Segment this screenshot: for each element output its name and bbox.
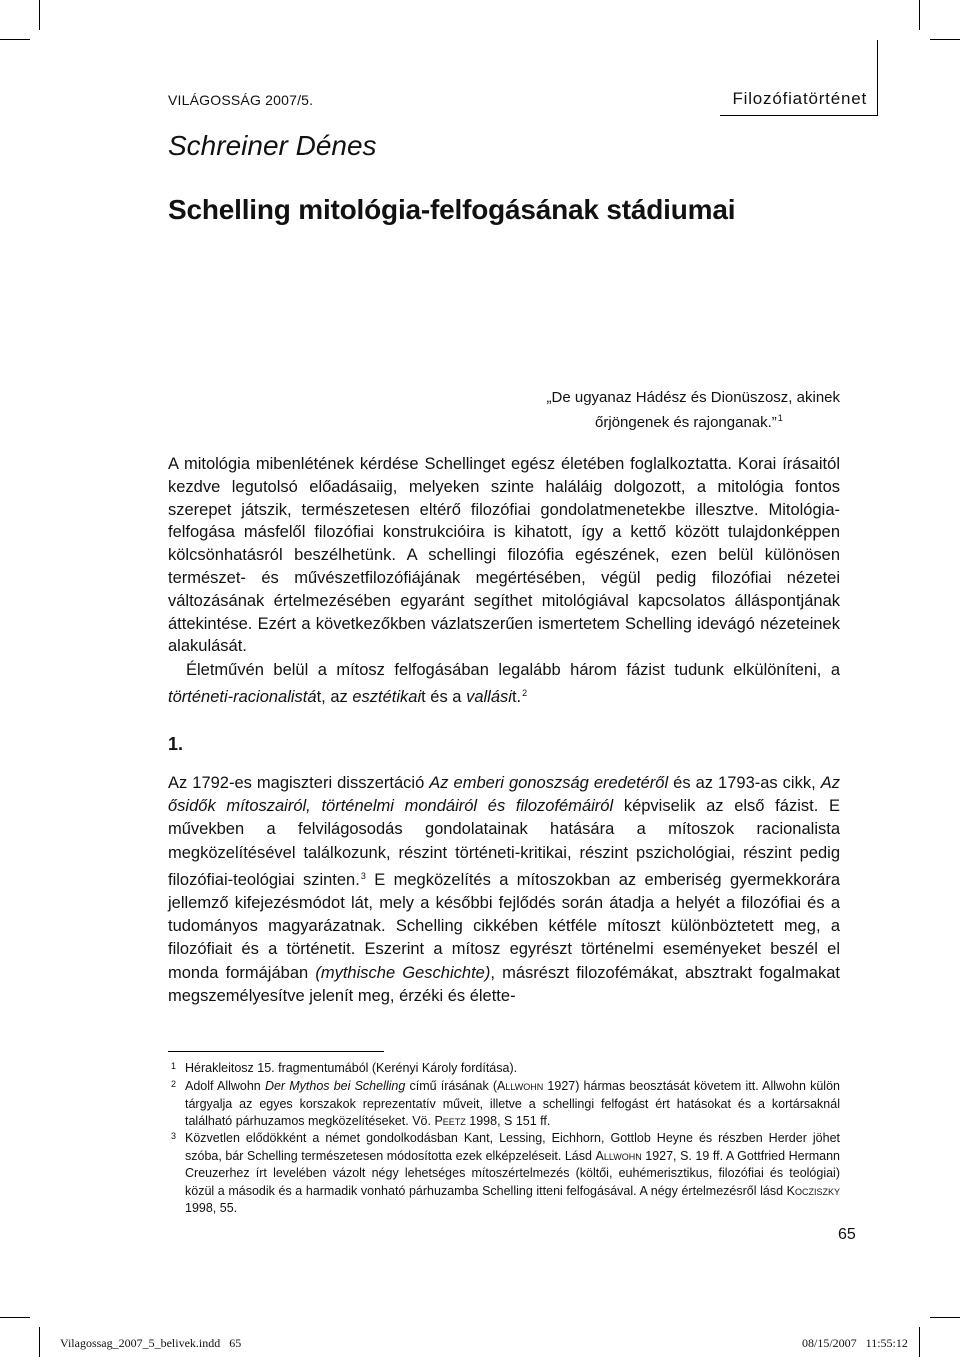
footnote-1-text: Hérakleitosz 15. fragmentumából (Kerényi Károly fordítása). [185, 1061, 518, 1075]
motto [440, 387, 840, 433]
s1-text-e: , másrészt filozofémákat, absztrakt fogalmakat megszemélyesítve jelenít meg, érzéki és élette- [168, 963, 840, 1005]
article-author: Schreiner Dénes [168, 130, 377, 161]
header-rule [720, 115, 877, 116]
footnote-2 [171, 1078, 840, 1131]
intro-p2-text-c: t és a [421, 687, 467, 706]
footnote-2-number: 2 [171, 1079, 177, 1089]
s1-italic-3: (mythische Geschichte) [315, 963, 491, 982]
fn2-text-a: Adolf Allwohn [185, 1079, 265, 1093]
slug-timestamp: 08/15/2007 11:55:12 [802, 1336, 908, 1350]
fn3-text-b: 1927, S. 19 ff. A Gottfried Hermann Creuzerhez írt levelében vázolt négy lehetséges mítoszértelmezés (költői, euhémerisztikus, filozófiai és teológiai) közül a második és a harmadik vonható párhuzamba Schelling itteni felfogásával. A négy értelmezésről lásd [185, 1148, 840, 1198]
s1-text-d: E megközelítés a mítoszokban az emberiség gyermekkorára jellemző kifejezésmódot lát, mely a későbbi fejlődés során átadja a helyét a filozófiai és a tudományos magyarázatnak. Schelling cikkében kétféle mítoszt különböztetett meg, a filozófiait és a történetit. Eszerint a mítosz egyrészt történelmi eseményeket beszél el monda formájában [168, 870, 840, 982]
crop-mark-top-left-horizontal [0, 39, 30, 40]
fn3-text-c: 1998, 55. [185, 1201, 238, 1215]
s1-text-b: és az 1793-as cikk, [668, 774, 821, 792]
intro-p2-text-a: Életművén belül a mítosz felfogásában legalább három fázist tudunk elkülöníteni, a [186, 661, 840, 679]
footnote-rule [168, 1051, 384, 1052]
article-title: Schelling mitológia-felfogásának stádiumai [168, 194, 736, 225]
s1-footnote-ref: 3 [360, 870, 366, 881]
intro-p2-italic-3: vallási [466, 687, 512, 706]
intro-p2-text-b: t, az [316, 687, 353, 706]
motto-line-2-text: őrjöngenek és rajonganak.” [595, 414, 777, 431]
intro-p2-italic-1: történeti-racionalistá [168, 687, 317, 706]
fn2-smallcaps-2: Peetz [434, 1114, 466, 1128]
s1-text-a: Az 1792-es magiszteri disszertáció [168, 774, 430, 792]
fn3-smallcaps-2: Kocziszky [786, 1183, 840, 1198]
intro-paragraph-2 [168, 659, 840, 709]
fn2-italic: Der Mythos bei Schelling [264, 1079, 406, 1093]
motto-footnote-ref: 1 [777, 413, 783, 423]
header-vertical-rule [877, 40, 878, 116]
fn2-text-c: 1927) hármas beosztását követem itt. Allwohn külön tárgyalja az egyes korszakok reprezentatív műveit, illetve a schellingi felfogást ért hatásokat és a kortársaknál található párhuzamos megközelítéseket. Vö. [185, 1079, 840, 1128]
crop-mark-top-left-vertical [39, 0, 40, 30]
fn3-text-a: Közvetlen elődökként a német gondolkodásban Kant, Lessing, Eichhorn, Gottlob Heyne és részben Herder jöhet szóba, bár Schelling természetesen módosította ezek elképzeléseit. Lásd [185, 1131, 840, 1163]
page-number: 65 [838, 1226, 856, 1243]
fn3-smallcaps-1: Allwohn [595, 1148, 642, 1163]
footnote-3 [171, 1130, 840, 1218]
crop-mark-bottom-right-vertical [919, 1327, 920, 1357]
crop-mark-bottom-right-horizontal [930, 1317, 960, 1318]
crop-mark-bottom-left-horizontal [0, 1317, 30, 1318]
intro-p2-italic-2: esztétikai [352, 687, 422, 706]
fn2-text-b: című írásának ( [405, 1079, 498, 1093]
running-header-journal: VILÁGOSSÁG 2007/5. [168, 92, 314, 108]
running-header-section: Filozófiatörténet [732, 89, 867, 108]
footnote-1-number: 1 [171, 1061, 177, 1071]
intro-paragraph-1: A mitológia mibenlétének kérdése Schellinget egész életében foglalkoztatta. Korai írásaitól kezdve legutolsó előadásaiig, melyeken szinte haláláig dolgozott, a mitológia fontos szerepet játszik, természetesen eltérő filozófiai gondolatmenetekbe illesztve. Mitológia-felfogása másfelől filozófiai konstrukcióira is kihatott, így a kettő között tulajdonképpen kölcsönhatásról beszélhetünk. A schellingi filozófia egészének, ezen belül különösen természet- és művészetfilozófiájának megértésében, végül pedig filozófiai nézetei változásának értelmezésében egyaránt segíthet mitológiával kapcsolatos álláspontjának áttekintése. Ezért a következőkben vázlatszerűen ismertetem Schelling idevágó nézeteinek alakulását. [168, 455, 840, 656]
fn2-text-d: 1998, S 151 ff. [465, 1114, 551, 1128]
s1-italic-1: Az emberi gonoszság eredetéről [429, 774, 669, 792]
s1-text-c: képviselik az első fázist. E művekben a felvilágosodás gondolatainak hatására a mítoszok racionalista megközelítésével találkozunk, részint történeti-kritikai, részint pszichológiai, részint pedig filozófiai-teológiai szinten. [168, 797, 840, 889]
section-heading: 1. [168, 734, 184, 754]
crop-mark-bottom-left-vertical [39, 1327, 40, 1357]
slug-filename: Vilagossag_2007_5_belivek.indd 65 [60, 1336, 242, 1350]
footnote-1 [171, 1060, 840, 1078]
footnote-3-number: 3 [171, 1131, 177, 1141]
fn2-smallcaps-1: Allwohn [497, 1079, 544, 1093]
intro-p2-footnote-ref: 2 [522, 687, 528, 698]
motto-line-1: „De ugyanaz Hádész és Dionüszosz, akinek [546, 389, 840, 406]
crop-mark-top-right-vertical [919, 0, 920, 30]
motto-line-2 [440, 408, 840, 433]
intro-p2-text-d: t. [511, 687, 522, 706]
crop-mark-top-right-horizontal [930, 39, 960, 40]
section-1-paragraph [168, 772, 840, 1008]
s1-italic-2: Az ősidők mítoszairól, történelmi mondáiról és filozofémáiról [168, 774, 840, 816]
